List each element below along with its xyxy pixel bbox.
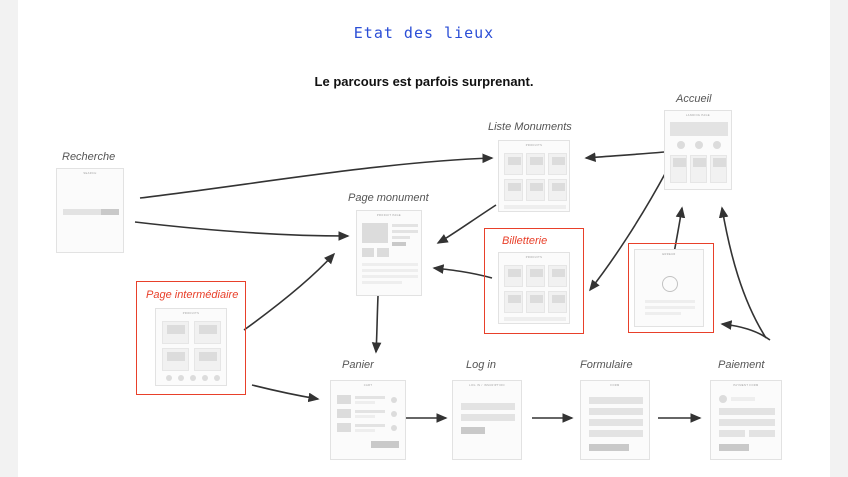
payment-field <box>719 408 775 415</box>
billetterie-card <box>526 291 545 313</box>
node-formulaire-label: Formulaire <box>580 359 633 371</box>
accueil-caption: LANDING PAGE <box>685 114 711 117</box>
page-monument-wireframe <box>356 210 422 296</box>
accueil-icon <box>677 141 685 149</box>
liste-card <box>548 179 567 201</box>
login-field <box>461 403 515 410</box>
accueil-icon <box>713 141 721 149</box>
login-caption: LOG IN / INSCRIPTION <box>469 384 505 387</box>
form-field <box>589 397 643 404</box>
monument-image <box>362 223 388 243</box>
billetterie-card <box>548 265 567 287</box>
liste-card <box>504 179 523 201</box>
payment-radio[interactable] <box>719 395 727 403</box>
right-margin-band <box>830 0 848 477</box>
search-button-bar <box>101 209 119 215</box>
liste-card <box>504 153 523 175</box>
form-field <box>589 419 643 426</box>
payment-field <box>719 430 745 437</box>
billetterie-card <box>504 291 523 313</box>
node-panier-label: Panier <box>342 359 374 371</box>
node-billetterie-label: Billetterie <box>502 235 548 247</box>
panier-cta <box>371 441 399 448</box>
paiement-wireframe <box>710 380 782 460</box>
form-field <box>589 408 643 415</box>
accueil-icon <box>695 141 703 149</box>
liste-wireframe <box>498 140 570 212</box>
liste-card <box>526 179 545 201</box>
billetterie-card <box>548 291 567 313</box>
liste-card <box>548 153 567 175</box>
node-login-label: Log in <box>466 359 496 371</box>
node-paiement-label: Paiement <box>718 359 765 371</box>
intermediaire-card <box>194 321 221 344</box>
intermediaire-card <box>162 348 189 371</box>
formulaire-caption: FORM <box>610 384 620 387</box>
login-field <box>461 414 515 421</box>
accueil-card <box>710 155 727 183</box>
node-recherche-label: Recherche <box>62 151 116 163</box>
intermediaire-caption: PRODUITS <box>182 312 200 315</box>
node-accueil-label: Accueil <box>676 93 712 105</box>
intermediaire-card <box>162 321 189 344</box>
node-page-monument-label: Page monument <box>348 192 429 204</box>
accueil-hero <box>670 122 728 136</box>
liste-card <box>526 153 545 175</box>
liste-footer-bar <box>504 205 566 209</box>
login-cta <box>461 427 485 434</box>
payment-field <box>749 430 775 437</box>
accueil-card <box>670 155 687 183</box>
payment-cta <box>719 444 749 451</box>
formulaire-wireframe <box>580 380 650 460</box>
erreur-wireframe <box>634 249 704 327</box>
billetterie-caption: PRODUITS <box>525 256 543 259</box>
billetterie-card <box>526 265 545 287</box>
form-cta <box>589 444 629 451</box>
node-intermediaire-label: Page intermédiaire <box>146 289 239 301</box>
page-title: Etat des lieux <box>353 24 495 42</box>
left-margin-band <box>0 0 18 477</box>
billetterie-card <box>504 265 523 287</box>
form-field <box>589 430 643 437</box>
payment-field <box>719 419 775 426</box>
billetterie-wireframe <box>498 252 570 324</box>
page-monument-caption: PRODUIT PAGE <box>376 214 402 217</box>
recherche-wireframe <box>56 168 124 253</box>
accueil-wireframe <box>664 110 732 190</box>
error-icon <box>662 276 678 292</box>
intermediaire-card <box>194 348 221 371</box>
recherche-caption: SEARCH <box>83 172 97 175</box>
liste-caption: PRODUITS <box>525 144 543 147</box>
paiement-caption: PAYMENT FORM <box>733 384 759 387</box>
node-liste-label: Liste Monuments <box>488 121 572 133</box>
panier-wireframe <box>330 380 406 460</box>
monument-cta <box>392 242 406 246</box>
login-wireframe <box>452 380 522 460</box>
page-subtitle: Le parcours est parfois surprenant. <box>314 74 534 89</box>
panier-caption: CART <box>363 384 373 387</box>
erreur-caption: ERREUR <box>662 253 676 256</box>
accueil-card <box>690 155 707 183</box>
intermediaire-wireframe <box>155 308 227 386</box>
